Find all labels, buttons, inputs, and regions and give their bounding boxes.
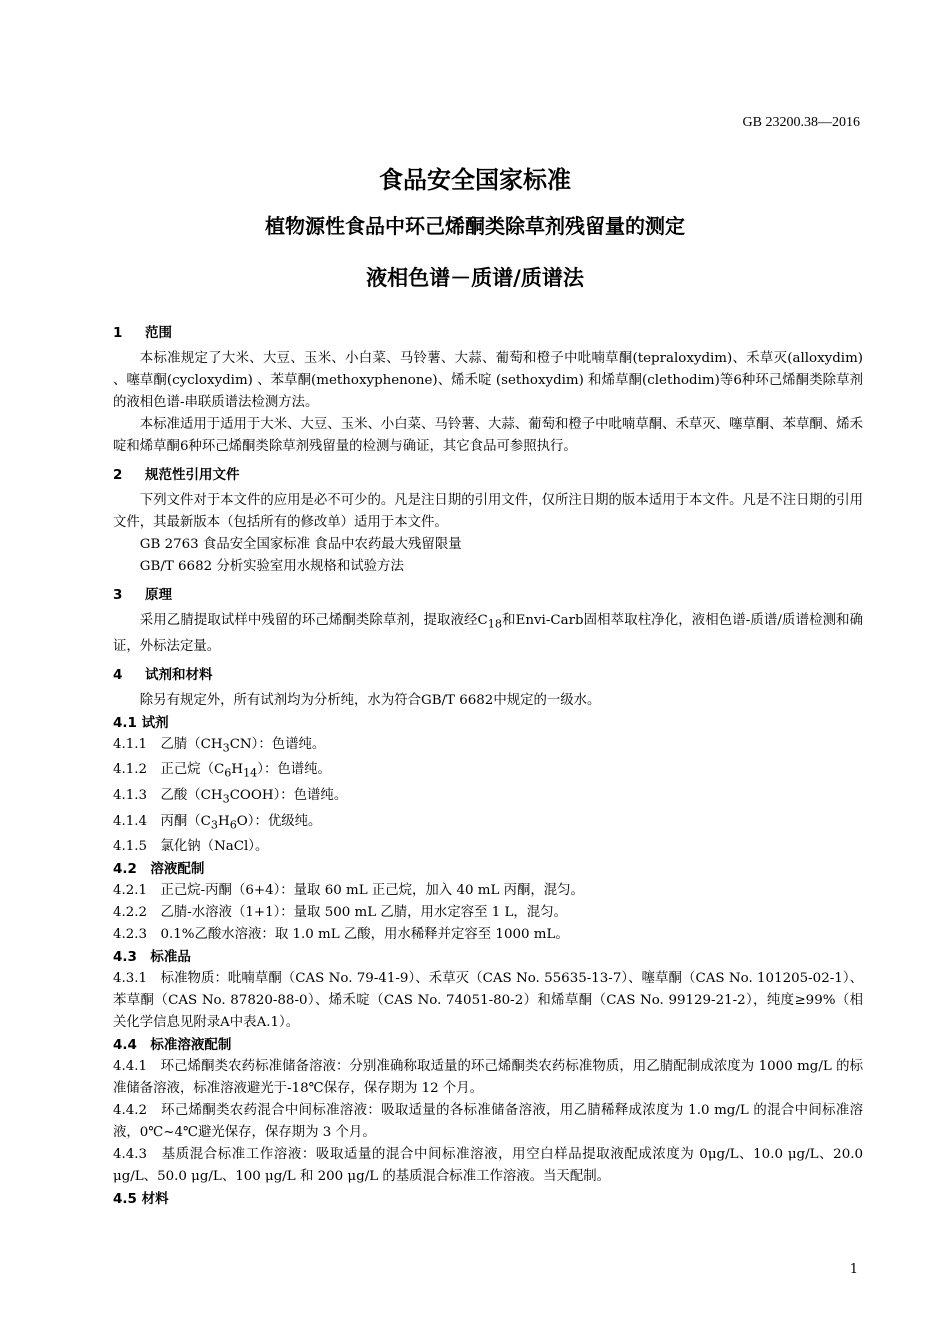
document-body — [113, 316, 863, 1210]
subsection-heading: 4.2 溶液配制 — [113, 861, 205, 878]
text-fragment: 乙酸（CH — [160, 788, 223, 804]
subsection-heading: 4.1 试剂 — [113, 714, 169, 731]
paragraph: 下列文件对于本文件的应用是必不可少的。凡是注日期的引用文件，仅所注日期的版本适用于本文件。凡是不注日期的引用文件，其最新版本（包括所有的修改单）适用于本文件。 — [113, 493, 863, 530]
section-number: 3 — [113, 587, 123, 603]
list-item — [113, 734, 863, 760]
text-fragment: 和Envi-Carb固相萃取柱净化，液相色谱-质谱/质谱检测和确证，外标法定量。 — [113, 613, 863, 654]
paragraph: 除另有规定外，所有试剂均为分析纯，水为符合GB/T 6682中规定的一级水。 — [139, 692, 601, 708]
section-title: 范围 — [145, 325, 172, 341]
reference-item: GB/T 6682 分析实验室用水规格和试验方法 — [139, 559, 404, 574]
text-fragment: COOH）：色谱纯。 — [229, 788, 348, 804]
list-item: 4.4.2 环己烯酮类农药混合中间标准溶液：吸取适量的各标准储备溶液，用乙腈稀释成浓度为 1.0 mg/L 的混合中间标准溶液，0℃~4℃避光保存，保存期为 3 个月。 — [113, 1103, 863, 1141]
text-fragment: H — [218, 813, 230, 829]
text-fragment: H — [231, 762, 244, 778]
section-number: 2 — [113, 467, 123, 483]
list-item — [113, 785, 863, 811]
text-fragment: O）：优级纯。 — [236, 813, 322, 829]
list-item: 4.3.1 标准物质：吡喃草酮（CAS No. 79-41-9）、禾草灭（CAS No. 55635-13-7）、噻草酮（CAS No. 101205-02-1）、苯草酮（CAS No. 87820-88-0）、烯禾啶（CAS No. 74051-80-2）和烯草酮（CAS No. 99129-21-2），纯度≥99%（相关化学信息见附录A中表A.1）。 — [113, 971, 863, 1031]
list-item: 4.4.1 环己烯酮类农药标准储备溶液：分别准确称取适量的环己烯酮类农药标准物质，用乙腈配制成浓度为 1000 mg/L 的标准储备溶液，标准溶液避光于-18℃保存，保存期为 12 个月。 — [113, 1059, 863, 1097]
subscript: 14 — [243, 767, 258, 781]
subsection-heading: 4.3 标准品 — [113, 949, 191, 966]
subscript: 6 — [224, 767, 232, 781]
section-heading-principle — [113, 584, 863, 606]
text-fragment: 丙酮（C — [160, 813, 211, 829]
section-heading-reagents — [113, 664, 863, 686]
list-item: 4.4.3 基质混合标准工作溶液：吸取适量的混合中间标准溶液，用空白样品提取液配成浓度为 0μg/L、10.0 μg/L、20.0 μg/L、50.0 μg/L、100 μg/L 和 200 μg/L 的基质混合标准工作溶液。当天配制。 — [113, 1147, 863, 1185]
subscript: 3 — [210, 818, 218, 832]
list-item — [113, 811, 863, 837]
section-title: 原理 — [145, 587, 172, 603]
item-number: 4.1.4 — [113, 813, 148, 829]
page-number: 1 — [849, 1262, 858, 1277]
paragraph: 本标准规定了大米、大豆、玉米、小白菜、马铃薯、大蒜、葡萄和橙子中吡喃草酮(tepraloxydim)、禾草灭(alloxydim) 、噻草酮(cycloxydim) 、苯草酮(methoxyphenone)、烯禾啶 (sethoxydim) 和烯草酮(clethodim)等6种环己烯酮类除草剂的液相色谱-串联质谱法检测方法。 — [113, 351, 863, 410]
section-title: 试剂和材料 — [145, 666, 213, 683]
subsection-heading: 4.4 标准溶液配制 — [113, 1037, 232, 1054]
subscript: 18 — [487, 617, 502, 631]
section-title: 规范性引用文件 — [145, 467, 240, 483]
subsection-heading: 4.5 材料 — [113, 1191, 169, 1208]
paragraph — [113, 610, 863, 658]
reference-item: GB 2763 食品安全国家标准 食品中农药最大残留限量 — [139, 537, 462, 552]
item-number: 4.1.2 — [113, 762, 148, 778]
subscript: 3 — [222, 792, 230, 806]
item-number: 4.1.1 — [113, 736, 148, 752]
title-method: 液相色谱－质谱/质谱法 — [366, 266, 584, 290]
text-fragment: ）：色谱纯。 — [257, 762, 331, 778]
section-number: 1 — [113, 325, 123, 341]
text-fragment: 采用乙腈提取试样中残留的环己烯酮类除草剂，提取液经C — [139, 613, 488, 628]
item-number: 4.1.3 — [113, 788, 148, 804]
text-fragment: 氯化钠（NaCl）。 — [160, 839, 269, 855]
section-heading-references — [113, 464, 863, 486]
text-fragment: CN）：色谱纯。 — [229, 736, 326, 752]
list-item: 4.2.3 0.1%乙酸水溶液：取 1.0 mL 乙酸，用水稀释并定容至 1000 mL。 — [113, 927, 569, 943]
list-item: 4.2.1 正己烷-丙酮（6+4）：量取 60 mL 正己烷，加入 40 mL 丙酮，混匀。 — [113, 883, 584, 899]
list-item — [113, 759, 863, 785]
section-heading-scope — [113, 322, 863, 344]
text-fragment: 乙腈（CH — [160, 736, 223, 752]
title-main: 食品安全国家标准 — [379, 166, 571, 194]
standard-code: GB 23200.38—2016 — [742, 115, 860, 130]
text-fragment: 正己烷（C — [160, 762, 225, 778]
list-item — [113, 836, 863, 858]
item-number: 4.1.5 — [113, 839, 148, 855]
subscript: 6 — [229, 818, 237, 832]
section-number: 4 — [113, 666, 123, 683]
title-sub: 植物源性食品中环己烯酮类除草剂残留量的测定 — [265, 214, 685, 238]
subscript: 3 — [222, 741, 230, 755]
paragraph: 本标准适用于适用于大米、大豆、玉米、小白菜、马铃薯、大蒜、葡萄和橙子中吡喃草酮、禾草灭、噻草酮、苯草酮、烯禾啶和烯草酮6种环己烯酮类除草剂残留量的检测与确证，其它食品可参照执行。 — [113, 417, 863, 454]
list-item: 4.2.2 乙腈-水溶液（1+1）：量取 500 mL 乙腈，用水定容至 1 L，混匀。 — [113, 905, 567, 921]
